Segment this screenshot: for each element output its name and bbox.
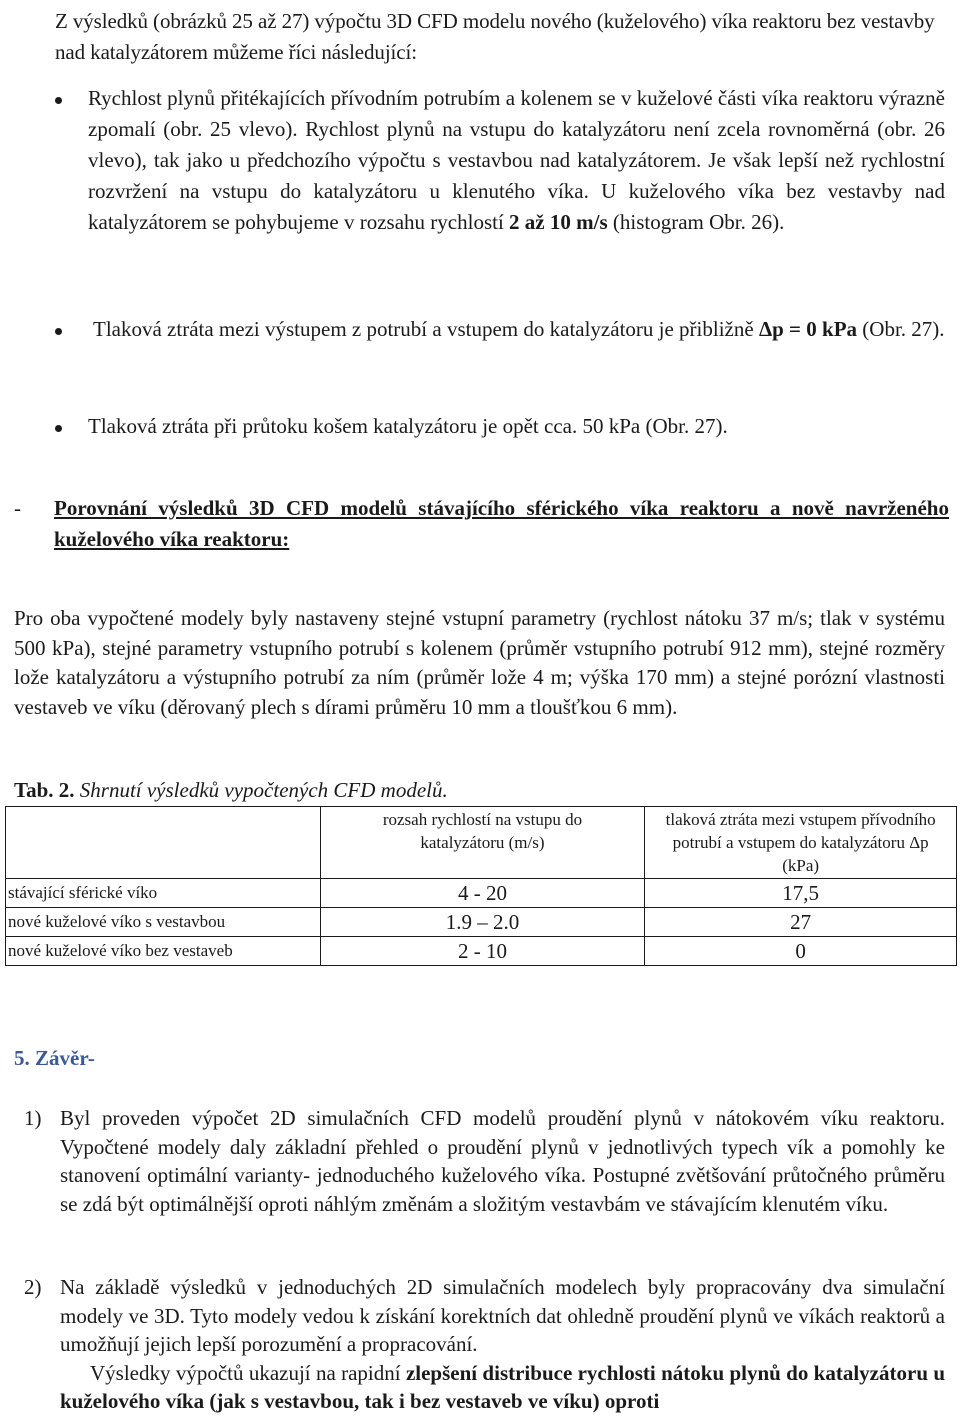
- table-row-label: stávající sférické víko: [6, 879, 321, 908]
- table-cell: 17,5: [645, 879, 957, 908]
- bullet-text: Rychlost plynů přitékajících přívodním potrubím a kolenem se v kuželové části víka reaktoru výrazně zpomalí (obr. 25 vlevo). Rychlost plynů na vstupu do katalyzátoru není zcela rovnoměrná (obr. 26 vlevo), tak jako u předchozího výpočtu s vestavbou nad katalyzátorem. Je však lepší než rychlostní rozvržení na vstupu do katalyzátoru u klenutého víka. U kuželového víka bez vestavby nad katalyzátorem se pohybujeme v rozsahu rychlostí 2 až 10 m/s (histogram Obr. 26).: [88, 86, 945, 234]
- list-text: Byl proveden výpočet 2D simulačních CFD modelů proudění plynů v nátokovém víku reaktoru. Vypočtené modely daly základní přehled o proudění plynů v jednotlivých typech vík a pomohly ke stanovení optimální varianty- jednoduchého kuželového víka. Postupné zvětšování průtočného průměru se zdá být optimálnější oproti náhlým změnám a složitým vestavbám ve stávajícím klenutém víku.: [60, 1106, 945, 1216]
- table-caption-text: Shrnutí výsledků vypočtených CFD modelů.: [79, 778, 448, 802]
- table-row: [6, 937, 957, 966]
- table-row-label: nové kuželové víko bez vestaveb: [6, 937, 321, 966]
- heading-text: Porovnání výsledků 3D CFD modelů stávajícího sférického víka reaktoru a nově navrženého kuželového víka reaktoru:: [54, 496, 949, 551]
- bullet-dot-icon: [55, 425, 62, 432]
- table-cell: 0: [645, 937, 957, 966]
- list-number: 2): [24, 1275, 42, 1299]
- table-row-label: nové kuželové víko s vestavbou: [6, 908, 321, 937]
- heading-dash: -: [14, 496, 21, 520]
- bullet-text: Tlaková ztráta při průtoku košem katalyzátoru je opět cca. 50 kPa (Obr. 27).: [88, 414, 728, 438]
- table-caption-label: Tab. 2.: [14, 778, 75, 802]
- table-row: [6, 908, 957, 937]
- table-cell: 1.9 – 2.0: [320, 908, 645, 937]
- table-header-cell: rozsah rychlostí na vstupu do katalyzátoru (m/s): [320, 807, 645, 879]
- table-row: [6, 879, 957, 908]
- results-table: [5, 806, 957, 966]
- intro-paragraph: [55, 6, 945, 68]
- table-cell: 4 - 20: [320, 879, 645, 908]
- list-number: 1): [24, 1106, 42, 1130]
- bullet-text: Tlaková ztráta mezi výstupem z potrubí a vstupem do katalyzátoru je přibližně Δp = 0 kPa (Obr. 27).: [93, 317, 945, 341]
- bullet-dot-icon: [55, 328, 62, 335]
- table-caption: [14, 775, 945, 805]
- section-title: 5. Závěr-: [14, 1046, 95, 1070]
- table-cell: 2 - 10: [320, 937, 645, 966]
- table-cell: 27: [645, 908, 957, 937]
- list-text: Na základě výsledků v jednoduchých 2D simulačních modelech byly propracovány dva simulační modely ve 3D. Tyto modely vedou k získání korektních dat ohledně proudění plynů ve víkách reaktorů a umožňují jejich lepší porozumění a propracování. Výsledky výpočtů ukazují na rapidní zlepšení distribuce rychlosti nátoku plynů do katalyzátoru u kuželového víka (jak s vestavbou, tak i bez vestaveb ve víku) oproti: [60, 1275, 946, 1413]
- table-header-row: [6, 807, 957, 879]
- parameters-paragraph: Pro oba vypočtené modely byly nastaveny stejné vstupní parametry (rychlost nátoku 37 m/s; tlak v systému 500 kPa), stejné parametry vstupního potrubí s kolenem (průměr vstupního potrubí 912 mm), stejné rozměry lože katalyzátoru a výstupního potrubí za ním (průměr lože 4 m; výška 170 mm) a stejné porózní vlastnosti vestaveb ve víku (děrovaný plech s dírami průměru 10 mm a tloušťkou 6 mm).: [14, 606, 945, 719]
- table-header-cell: [6, 807, 321, 879]
- intro-text: Z výsledků (obrázků 25 až 27) výpočtu 3D CFD modelu nového (kuželového) víka reaktoru bez vestavby nad katalyzátorem můžeme říci následující:: [55, 9, 935, 64]
- bullet-dot-icon: [55, 97, 62, 104]
- table-header-cell: tlaková ztráta mezi vstupem přívodního potrubí a vstupem do katalyzátoru Δp (kPa): [645, 807, 957, 879]
